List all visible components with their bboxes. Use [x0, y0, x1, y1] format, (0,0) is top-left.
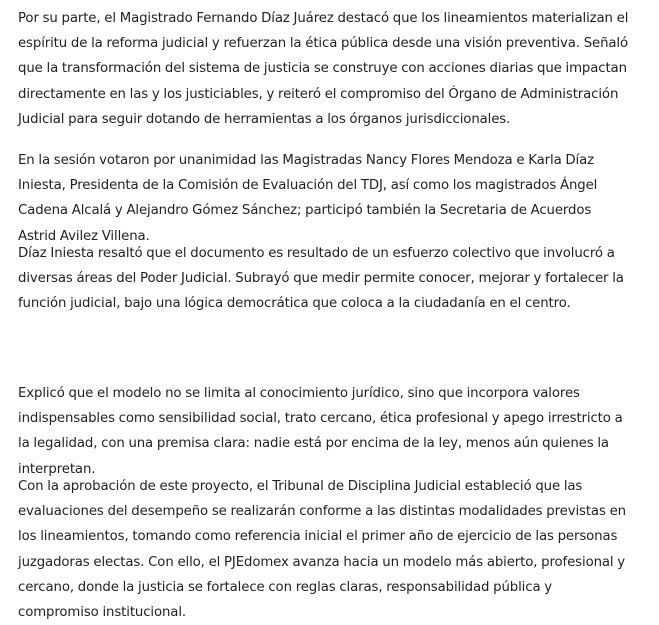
article-paragraph: Explicó que el modelo no se limita al conocimiento jurídico, sino que incorpora valores indispensables como sensibilidad social, trato cercano, ética profesional y apego irrestricto a la legalidad, con una premisa clara: nadie está por encima de la ley, menos aún quienes la interpretan.	[18, 386, 623, 477]
article-paragraph: En la sesión votaron por unanimidad las Magistradas Nancy Flores Mendoza e Karla Díaz Iniesta, Presidenta de la Comisión de Evaluación del TDJ, así como los magistrados Ángel Cadena Alcalá y Alejandro Gómez Sánchez; participó también la Secretaria de Acuerdos Astrid Avilez Villena.	[18, 153, 598, 244]
article-paragraph: Díaz Iniesta resaltó que el documento es resultado de un esfuerzo colectivo que involucró a diversas áreas del Poder Judicial. Subrayó que medir permite conocer, mejorar y fortalecer la función judicial, bajo una lógica democrática que coloca a la ciudadanía en el centro.	[18, 246, 624, 312]
article-paragraph: Por su parte, el Magistrado Fernando Díaz Juárez destacó que los lineamientos materializan el espíritu de la reforma judicial y refuerzan la ética pública desde una visión preventiva. Señaló que la transformación del sistema de justicia se construye con acciones diarias que impactan directamente en las y los justiciables, y reiteró el compromiso del Órgano de Administración Judicial para seguir dotando de herramientas a los órganos jurisdiccionales.	[18, 11, 629, 127]
article-paragraph: Con la aprobación de este proyecto, el Tribunal de Disciplina Judicial estableció que las evaluaciones del desempeño se realizarán conforme a las distintas modalidades previstas en los lineamientos, tomando como referencia inicial el primer año de ejercicio de las personas juzgadoras electas. Con ello, el PJEdomex avanza hacia un modelo más abierto, profesional y cercano, donde la justicia se fortalece con reglas claras, responsabilidad pública y compromiso institucional.	[18, 479, 626, 621]
